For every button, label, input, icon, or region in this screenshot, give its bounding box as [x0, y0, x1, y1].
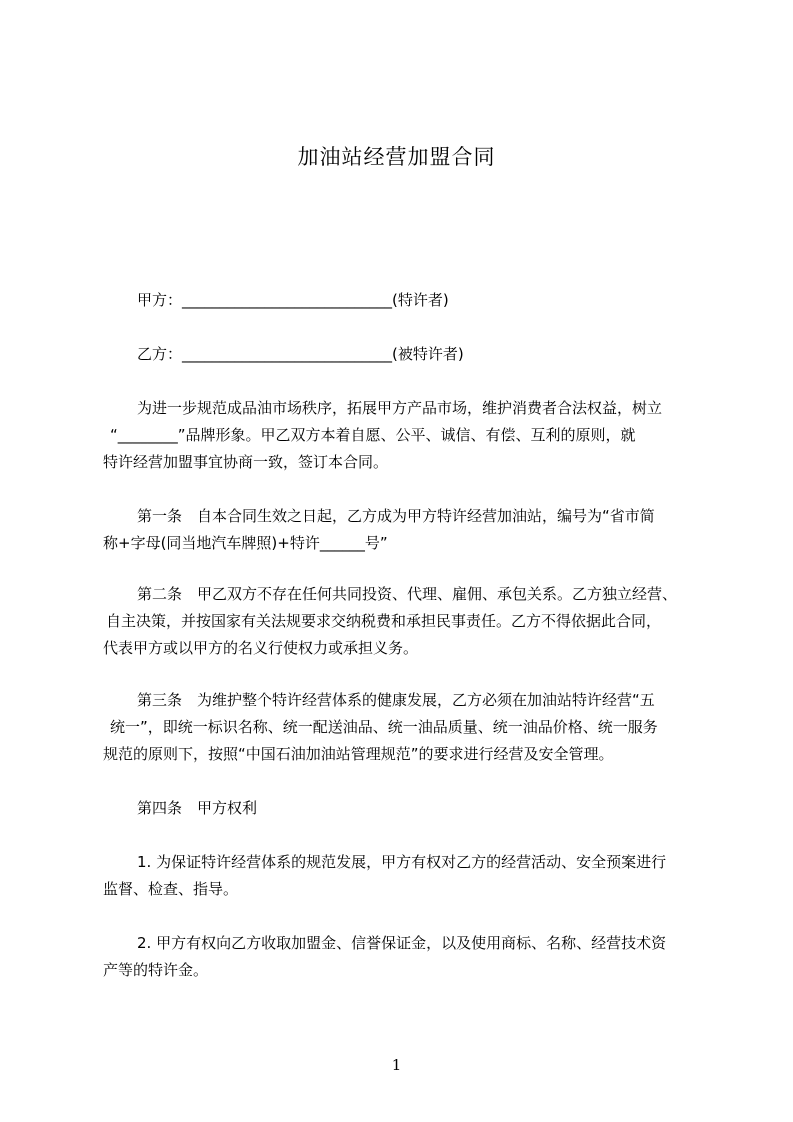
article-3-line: 统一”，即统一标识名称、统一配送油品、统一油品质量、统一油品价格、统一服务 — [110, 718, 658, 736]
article-2-line: 代表甲方或以甲方的名义行使权力或承担义务。 — [103, 639, 419, 657]
article-4-heading: 第四条 甲方权利 — [137, 799, 258, 817]
document-title: 加油站经营加盟合同 — [297, 145, 496, 169]
article-3-line: 第三条 为维护整个特许经营体系的健康发展，乙方必须在加油站特许经营“五 — [137, 691, 655, 709]
party-a-line: 甲方：____________________________(特许者) — [137, 291, 449, 309]
article-4-item-1-line: 1. 为保证特许经营体系的规范发展，甲方有权对乙方的经营活动、安全预案进行 — [137, 853, 667, 871]
article-3-line: 规范的原则下，按照“中国石油加油站管理规范”的要求进行经营及安全管理。 — [103, 745, 614, 763]
preamble-line: 特许经营加盟事宜协商一致，签订本合同。 — [103, 453, 389, 471]
article-1-line: 称+字母(同当地汽车牌照)+特许______号” — [103, 534, 388, 552]
preamble-line: 为进一步规范成品油市场秩序，拓展甲方产品市场，维护消费者合法权益，树立 — [137, 399, 663, 417]
party-b-line: 乙方：____________________________(被特许者) — [137, 345, 464, 363]
page-number: 1 — [391, 1056, 402, 1074]
article-4-item-2-line: 2. 甲方有权向乙方收取加盟金、信誉保证金，以及使用商标、名称、经营技术资 — [137, 934, 667, 952]
article-4-item-2-line: 产等的特许金。 — [103, 961, 209, 979]
article-2-line: 第二条 甲乙双方不存在任何共同投资、代理、雇佣、承包关系。乙方独立经营、 — [137, 585, 678, 603]
article-4-item-1-line: 监督、检查、指导。 — [103, 880, 239, 898]
article-1-line: 第一条 自本合同生效之日起，乙方成为甲方特许经营加油站，编号为“省市简 — [137, 507, 655, 525]
preamble-line: “________”品牌形象。甲乙双方本着自愿、公平、诚信、有偿、互利的原则，就 — [110, 426, 636, 444]
article-2-line: 自主决策，并按国家有关法规要求交纳税费和承担民事责任。乙方不得依据此合同， — [106, 612, 662, 630]
